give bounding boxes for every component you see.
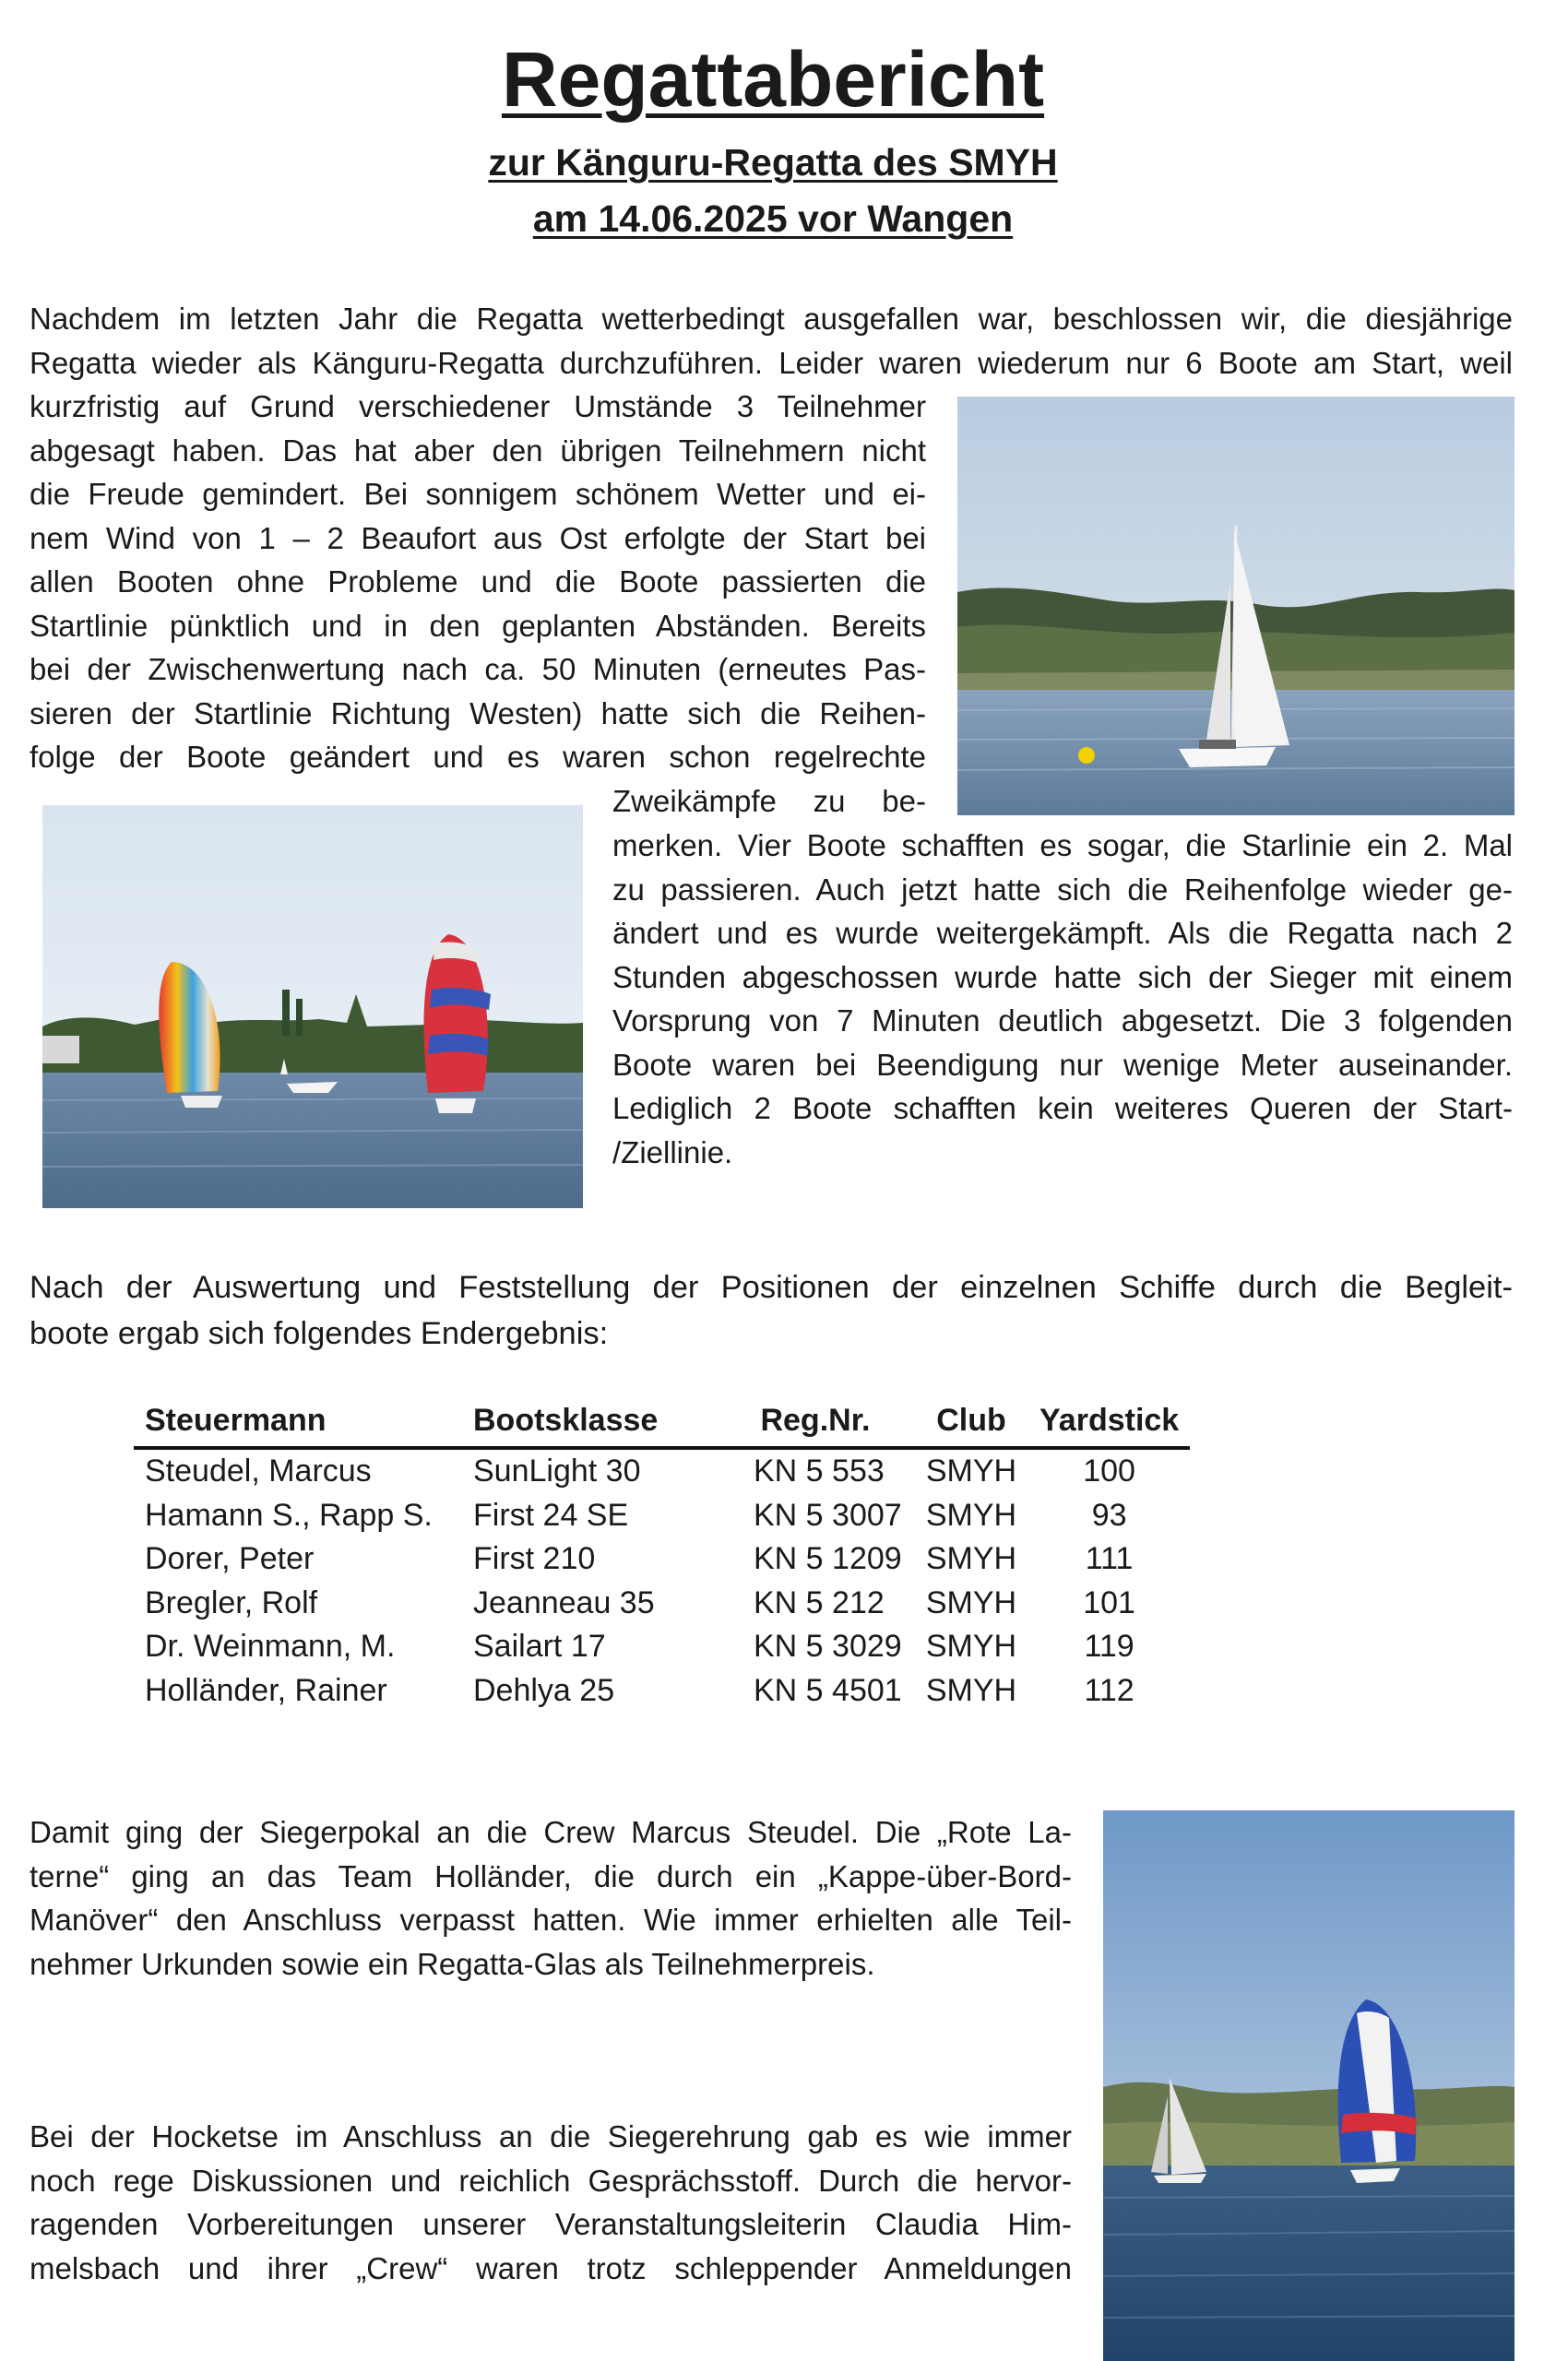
cell-bootsklasse: Sailart 17: [473, 1629, 606, 1665]
text-line: sieren der Startlinie Richtung Westen) hatte sich die Reihen-: [30, 695, 926, 730]
text-line: Manöver“ den Anschluss verpasst hatten. Wie immer erhielten alle Teil-: [30, 1903, 1072, 1937]
col-header-club: Club: [914, 1400, 1028, 1448]
cell-steuermann: Holländer, Rainer: [145, 1672, 387, 1708]
table-row: [134, 1669, 1190, 1714]
col-header-yardstick: Yardstick: [1028, 1400, 1190, 1448]
text-line: ändert und es wurde weitergekämpft. Als die Regatta nach 2: [612, 916, 1513, 950]
cell-bootsklasse: First 210: [473, 1541, 596, 1577]
cell-club: SMYH: [925, 1629, 1017, 1665]
table-row: [134, 1494, 1190, 1538]
intro-full-lines: [30, 297, 1513, 385]
table-row: [134, 1582, 1190, 1626]
photo-sailboat-hills: [957, 397, 1515, 815]
results-table: [134, 1400, 1190, 1713]
text-line: Nachdem im letzten Jahr die Regatta wetterbedingt ausgefallen war, beschlossen wir, die diesjährige: [30, 302, 1513, 336]
table-row: [134, 1448, 1190, 1494]
text-line: Vorsprung von 7 Minuten deutlich abgesetzt. Die 3 folgenden: [612, 1003, 1513, 1038]
cell-bootsklasse: First 24 SE: [473, 1497, 629, 1533]
cell-regnr: KN 5 553: [754, 1453, 885, 1489]
cell-steuermann: Dr. Weinmann, M.: [145, 1629, 396, 1665]
text-line: Bei der Hocketse im Anschluss an die Siegerehrung gab es wie immer: [30, 2119, 1072, 2153]
text-line: Zweikämpfe zu be-: [612, 784, 926, 818]
cell-regnr: KN 5 3007: [754, 1497, 902, 1533]
photo-blue-spinnaker: [1103, 1810, 1515, 2361]
cell-bootsklasse: SunLight 30: [473, 1453, 641, 1489]
text-line: /Ziellinie.: [612, 1134, 733, 1169]
cell-club: SMYH: [925, 1541, 1017, 1577]
text-line: bei der Zwischenwertung nach ca. 50 Minuten (erneutes Pas-: [30, 652, 926, 686]
text-line: nem Wind von 1 – 2 Beaufort aus Ost erfolgte der Start bei: [30, 520, 926, 555]
text-line: die Freude gemindert. Bei sonnigem schönem Wetter und ei-: [30, 477, 926, 511]
text-line: merken. Vier Boote schafften es sogar, die Starlinie ein 2. Mal: [612, 828, 1513, 862]
cell-regnr: KN 5 212: [754, 1584, 885, 1620]
intro-right-column: [612, 824, 1513, 1174]
cell-regnr: KN 5 3029: [754, 1629, 902, 1665]
cell-yardstick: 112: [1084, 1672, 1134, 1708]
text-line: Boote waren bei Beendigung nur wenige Meter auseinander.: [612, 1047, 1513, 1082]
text-line: abgesagt haben. Das hat aber den übrigen Teilnehmern nicht: [30, 433, 926, 468]
text-line: Stunden abgeschossen wurde hatte sich der Sieger mit einem: [612, 959, 1513, 994]
conclusion-paragraph: [30, 1810, 1072, 1986]
text-line: Lediglich 2 Boote schafften kein weiteres Queren der Start-: [612, 1091, 1513, 1125]
col-header-regnr: Reg.Nr.: [717, 1400, 914, 1448]
text-line: Nach der Auswertung und Feststellung der Positionen der einzelnen Schiffe durch die Begleit-: [30, 1270, 1513, 1305]
cell-yardstick: 101: [1083, 1584, 1135, 1620]
cell-yardstick: 111: [1085, 1541, 1134, 1577]
cell-steuermann: Steudel, Marcus: [145, 1453, 372, 1489]
text-line: Startlinie pünktlich und in den geplanten Abständen. Bereits: [30, 608, 926, 643]
cell-regnr: KN 5 4501: [754, 1672, 902, 1708]
text-line: folge der Boote geändert und es waren schon regelrechte: [30, 740, 926, 774]
cell-club: SMYH: [925, 1453, 1017, 1489]
cell-bootsklasse: Jeanneau 35: [473, 1584, 655, 1620]
table-header-row: [134, 1400, 1190, 1448]
cell-bootsklasse: Dehlya 25: [473, 1672, 615, 1708]
subtitle-event: zur Känguru-Regatta des SMYH: [488, 141, 1058, 184]
cell-club: SMYH: [925, 1497, 1017, 1533]
intro-left-column: [30, 385, 926, 779]
text-line: Regatta wieder als Känguru-Regatta durchzuführen. Leider waren wiederum nur 6 Boote am Start, weil: [30, 345, 1513, 380]
cell-regnr: KN 5 1209: [754, 1541, 902, 1577]
cell-club: SMYH: [925, 1672, 1017, 1708]
result-intro: [30, 1264, 1513, 1357]
text-line: noch rege Diskussionen und reichlich Gesprächsstoff. Durch die hervor-: [30, 2163, 1072, 2198]
cell-steuermann: Bregler, Rolf: [145, 1584, 318, 1620]
col-header-bootsklasse: Bootsklasse: [462, 1400, 717, 1448]
text-line: melsbach und ihrer „Crew“ waren trotz schleppender Anmeldungen: [30, 2250, 1072, 2285]
text-line: zu passieren. Auch jetzt hatte sich die Reihenfolge wieder ge-: [612, 872, 1513, 907]
cell-yardstick: 100: [1083, 1453, 1135, 1489]
table-row: [134, 1625, 1190, 1669]
hocketse-paragraph: [30, 2115, 1072, 2290]
col-header-steuermann: Steuermann: [134, 1400, 462, 1448]
page-title: Regattabericht: [501, 36, 1045, 123]
cell-steuermann: Dorer, Peter: [145, 1541, 315, 1577]
cell-yardstick: 93: [1091, 1497, 1127, 1533]
text-line: nehmer Urkunden sowie ein Regatta-Glas als Teilnehmerpreis.: [30, 1946, 875, 1981]
table-row: [134, 1537, 1190, 1582]
cell-steuermann: Hamann S., Rapp S.: [145, 1497, 433, 1533]
cell-club: SMYH: [925, 1584, 1017, 1620]
text-line: kurzfristig auf Grund verschiedener Umstände 3 Teilnehmer: [30, 389, 926, 423]
subtitle-date: am 14.06.2025 vor Wangen: [532, 197, 1014, 240]
text-line: allen Booten ohne Probleme und die Boote passierten die: [30, 564, 926, 599]
photo-spinnakers: [42, 805, 583, 1208]
cell-yardstick: 119: [1084, 1629, 1134, 1665]
text-line: terne“ ging an das Team Holländer, die durch ein „Kappe-über-Bord-: [30, 1858, 1072, 1893]
text-line: boote ergab sich folgendes Endergebnis:: [30, 1316, 609, 1351]
text-line: Damit ging der Siegerpokal an die Crew Marcus Steudel. Die „Rote La-: [30, 1815, 1072, 1849]
text-line: ragenden Vorbereitungen unserer Veranstaltungsleiterin Claudia Him-: [30, 2207, 1072, 2241]
